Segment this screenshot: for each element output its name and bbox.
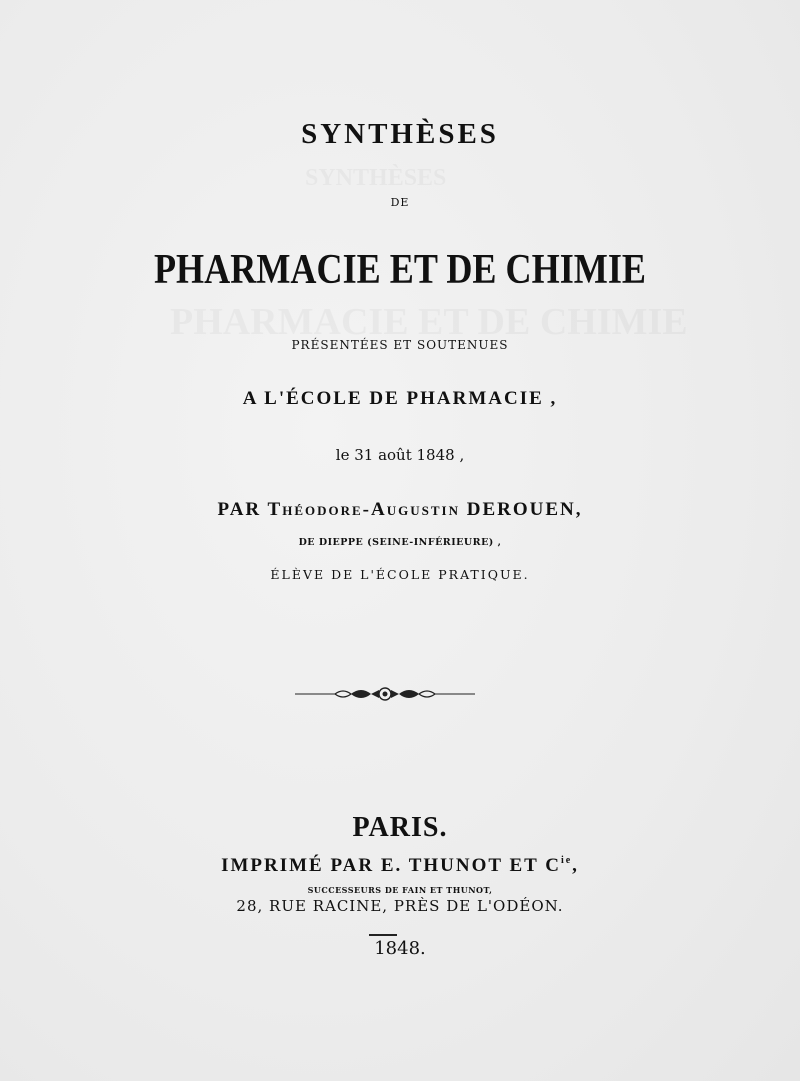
title-connector: DE [390, 196, 410, 209]
page-title: PHARMACIE ET DE CHIMIE [153, 247, 647, 293]
date-line: le 31 août 1848 , [335, 446, 465, 464]
student-line: ÉLÈVE DE L'ÉCOLE PRATIQUE. [270, 567, 530, 582]
printer-name: IMPRIMÉ PAR E. THUNOT ET C [221, 855, 561, 876]
address-line: 28, RUE RACINE, PRÈS DE L'ODÉON. [236, 897, 564, 915]
printer-line [0, 855, 800, 877]
printer-superscript: ie [560, 855, 573, 866]
bleed-through-title [305, 165, 446, 192]
school-line: A L'ÉCOLE DE PHARMACIE , [242, 388, 558, 409]
divider-rule [369, 934, 397, 936]
fleuron-ornament-icon [295, 686, 475, 702]
origin-line: DE DIEPPE (SEINE-INFÉRIEURE) , [298, 537, 502, 548]
title-syntheses: SYNTHÈSES [301, 118, 499, 150]
city-line: PARIS. [352, 812, 448, 843]
printer-comma: , [572, 855, 579, 876]
author-line: PAR Théodore-Augustin DEROUEN, [217, 499, 583, 520]
year-line: 1848. [374, 938, 426, 959]
presented-line: PRÉSENTÉES ET SOUTENUES [291, 338, 509, 352]
successors-line: SUCCESSEURS DE FAIN ET THUNOT, [307, 885, 493, 895]
